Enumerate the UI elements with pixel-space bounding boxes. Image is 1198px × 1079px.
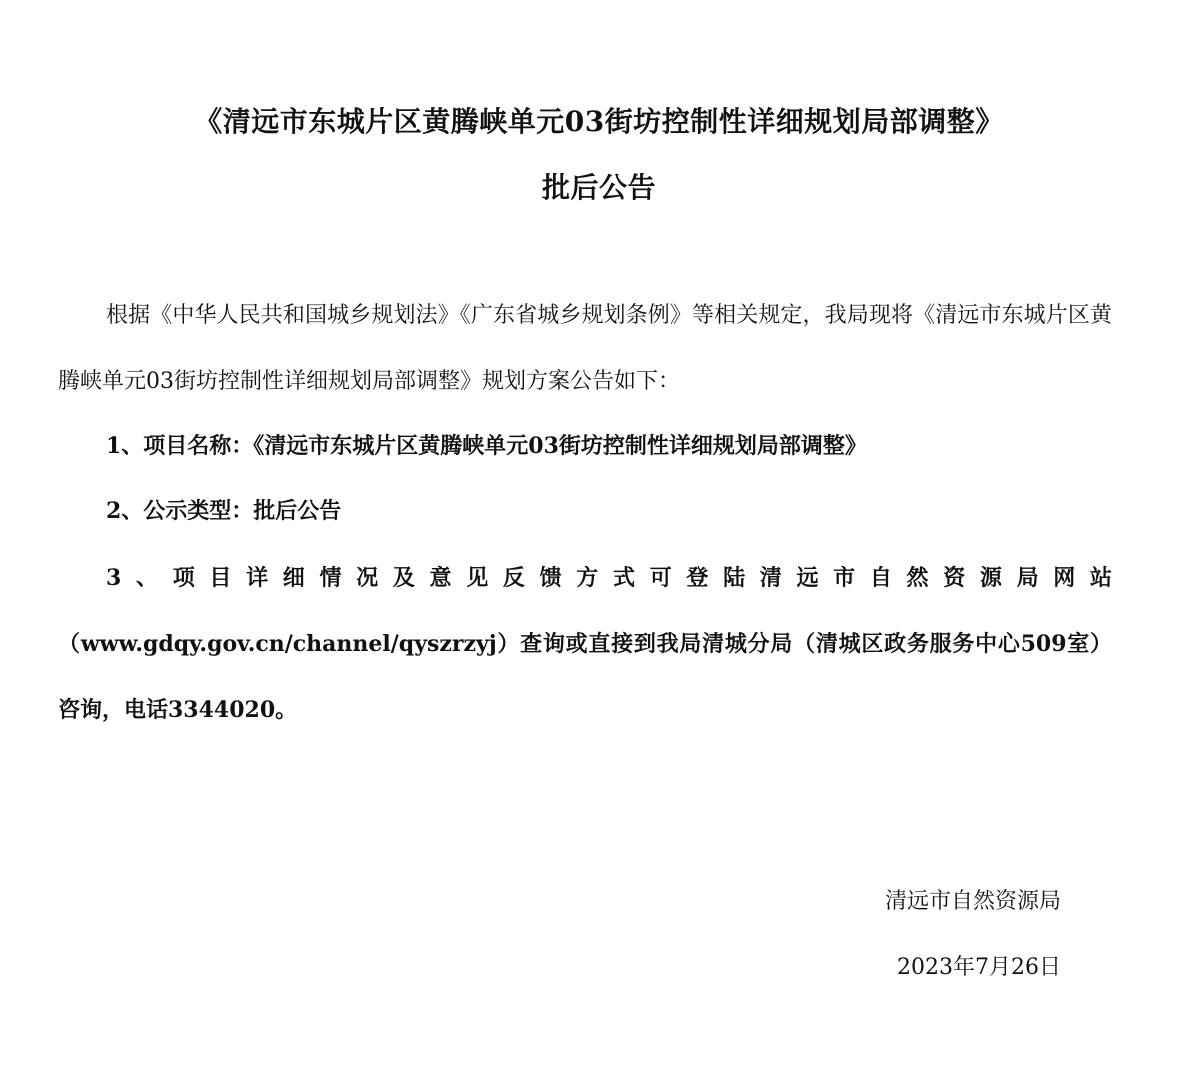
document-subtitle: 批后公告 [541, 171, 656, 204]
item-details-contact: 3、项目详细情况及意见反馈方式可登陆清远市自然资源局网站（www.gdqy.gov.cn/channel/qyszrzyj）查询或直接到我局清城分局（清城区政务服务中心509室）咨询，电话3344020。 [58, 565, 1112, 723]
item-announcement-type: 2、公示类型：批后公告 [106, 498, 342, 524]
item-project-name: 1、项目名称：《清远市东城片区黄腾峡单元03街坊控制性详细规划局部调整》 [106, 433, 867, 459]
intro-paragraph: 根据《中华人民共和国城乡规划法》《广东省城乡规划条例》等相关规定，我局现将《清远市东城片区黄腾峡单元03街坊控制性详细规划局部调整》规划方案公告如下： [58, 303, 1112, 394]
signature-date: 2023年7月26日 [897, 955, 1061, 980]
document-title: 《清远市东城片区黄腾峡单元03街坊控制性详细规划局部调整》 [194, 105, 1004, 138]
signature-organization: 清远市自然资源局 [884, 889, 1061, 914]
